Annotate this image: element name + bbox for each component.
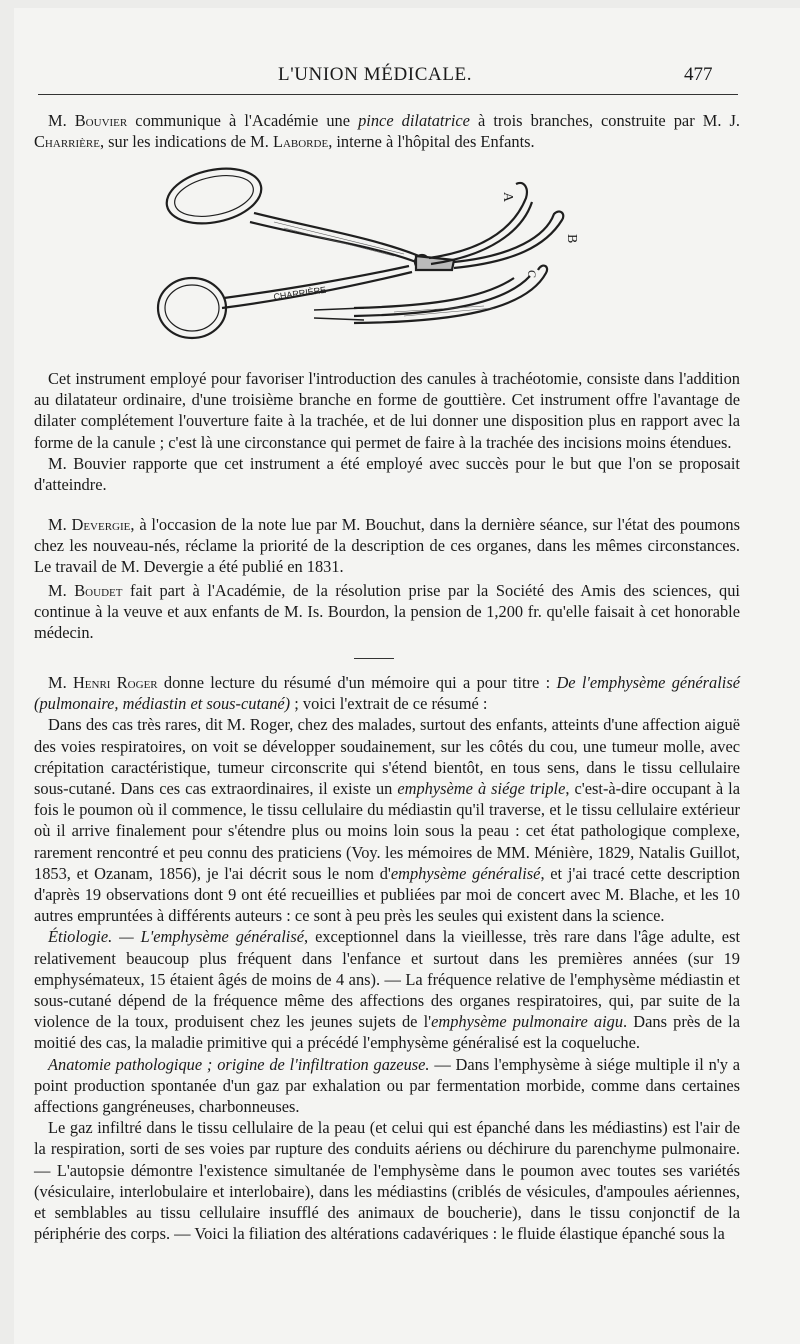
text-run: communique à l'Académie une [127,111,359,130]
dilator-forceps-figure [154,158,604,368]
paragraph: Le gaz infiltré dans le tissu cellulaire de la peau (et celui qui est épanché dans les médiastins) est l'air de la respiration, sorti de ses voies par rupture des conduits aériens ou déchirure du parenchyme pulmonaire. — L'autopsie démontre l'existence simultanée de l'emphysème dans le poumon avec toutes ses variétés (vésiculaire, interlobulaire et interlobaire), dans les médiastins (criblés de vésicules, d'ampoules aériennes, et semblables au tissu cellulaire insufflé des animaux de boucherie), dans le tissu conjonctif de la périphérie des corps. — Voici la filiation des altérations cadavériques : le fluide élastique épanché sous la [34,1118,740,1244]
speaker-name: M. Boudet [48,581,123,600]
page-number: 477 [684,64,713,85]
text-run: , à l'occasion de la note lue par M. Bouchut, dans la dernière séance, sur l'état des poumons chez les nouveau-nés, réclame la priorité de la description de ces organes, dans les mêmes circonstances. Le travail de M. Devergie a été publié en 1831. [34,515,740,577]
instrument-description [34,368,740,495]
speaker-name: M. Devergie [48,515,131,534]
text-run: Dans des cas très rares, dit M. Roger, chez des malades, surtout des enfants, atteints d'une affection aiguë des voies respiratoires, on voit se développer soudainement, sur les côtés du cou, une tumeur molle, avec crépitation caractéristique, tumeur circonscrite qui s'étend bientôt, en tous sens, dans le tissu cellulaire sous-cutané. Dans ces cas extraordinaires, il existe un [34,715,740,799]
journal-page [14,8,800,1344]
text-run: donne lecture du résumé d'un mémoire qui a pour titre : [157,673,557,692]
header-rule [38,94,738,95]
text-run: , et j'ai tracé cette description d'après 19 observations dont 9 ont été recueillies et publiées par moi de concert avec M. Blache, et les 10 autres empruntées à différents auteurs : ce sont à peu près les seules qui existent dans la science. [34,863,740,926]
speaker-name: M. Bouvier [48,111,128,130]
memoir-title: De l'emphysème généralisé (pulmonaire, médiastin et sous-cutané) [34,673,740,714]
text-run: ; voici l'extrait de ce résumé : [290,694,488,714]
italic-term: pince dilatatrice [358,111,470,130]
text-run: — Dans l'emphysème à siége multiple il n'y a point production spontanée d'un gaz par exhalation ou par fermentation morbide, comme dans certaines affections gangréneuses, charbonneuses. [34,1054,741,1117]
text-run: , sur les indications de [99,132,251,152]
label-c: C [525,270,539,279]
label-b: B [564,234,579,244]
text-run: . Dans près de la moitié des cas, la maladie primitive qui a précédé l'emphysème généralisé est la coqueluche. [34,1012,741,1053]
italic-term: emphysème généralisé [390,863,541,883]
engraving-mark: CHARRIÈRE [272,284,327,302]
person-name: M. Laborde [250,132,329,152]
section-separator [354,658,394,659]
maker-name: M. J. Charrière [34,111,740,152]
paragraph-devergie [34,514,740,578]
paragraph: M. Bouvier rapporte que cet instrument a été employé avec succès pour le but que l'on se proposait d'atteindre. [34,453,740,495]
text-run: à trois branches, construite par [469,111,703,130]
text-run: , exceptionnel dans la vieillesse, très rare dans l'âge adulte, est relativement beaucoup plus fréquent dans l'enfance et surtout dans les premières années (sur 19 emphysémateux, 15 étaient âgés de moins de 4 ans). — La fréquence relative de l'emphysème médiastin et sous-cutané dépend de la fréquence même des affections des organes respiratoires, qui, par suite de la violence de la toux, produisent chez les jeunes sujets de l' [34,927,741,1032]
section-heading-anatomie: Anatomie pathologique ; origine de l'infiltration gazeuse. [48,1054,430,1074]
italic-term: emphysème pulmonaire aigu [431,1012,624,1032]
paragraph-boudet [34,580,740,644]
roger-summary [34,672,740,1244]
paragraph-bouvier [34,110,740,152]
text-run: , c'est-à-dire occupant à la fois le poumon où il commence, le tissu cellulaire du médiastin qu'il traverse, et le tissu cellulaire extérieur où il arrive finalement pour s'étendre plus ou moins loin sous la peau : cet état pathologique complexe, rarement rencontré et peu connu des praticiens (Voy. les mémoires de MM. Ménière, 1829, Natalis Guillot, 1853, et Ozanam, 1856), je l'ai décrit sous le nom d' [34,779,740,883]
italic-term: emphysème à siége triple [397,779,566,799]
speaker-name: M. Henri Roger [48,673,158,692]
running-title: L'UNION MÉDICALE. [278,64,473,85]
paragraph: Cet instrument employé pour favoriser l'introduction des canules à trachéotomie, consiste dans l'addition au dilatateur ordinaire, d'une troisième branche en forme de gouttière. Cet instrument offre l'avantage de dilater complétement l'ouverture faite à la trachée, et de lui donner une disposition plus en rapport avec la forme de la canule ; c'est là une circonstance qui permet de faire à la trachée des incisions moins étendues. [34,369,740,452]
text-run: , interne à l'hôpital des Enfants. [328,132,535,152]
text-run: fait part à l'Académie, de la résolution prise par la Société des Amis des sciences, qui continue à la veuve et aux enfants de M. Is. Bourdon, la pension de 1,200 fr. qu'elle faisait à cet honorable médecin. [34,581,740,643]
section-heading-etiologie: Étiologie. — L'emphysème généralisé [48,927,305,947]
page-header [14,58,800,98]
label-a: A [500,192,515,203]
